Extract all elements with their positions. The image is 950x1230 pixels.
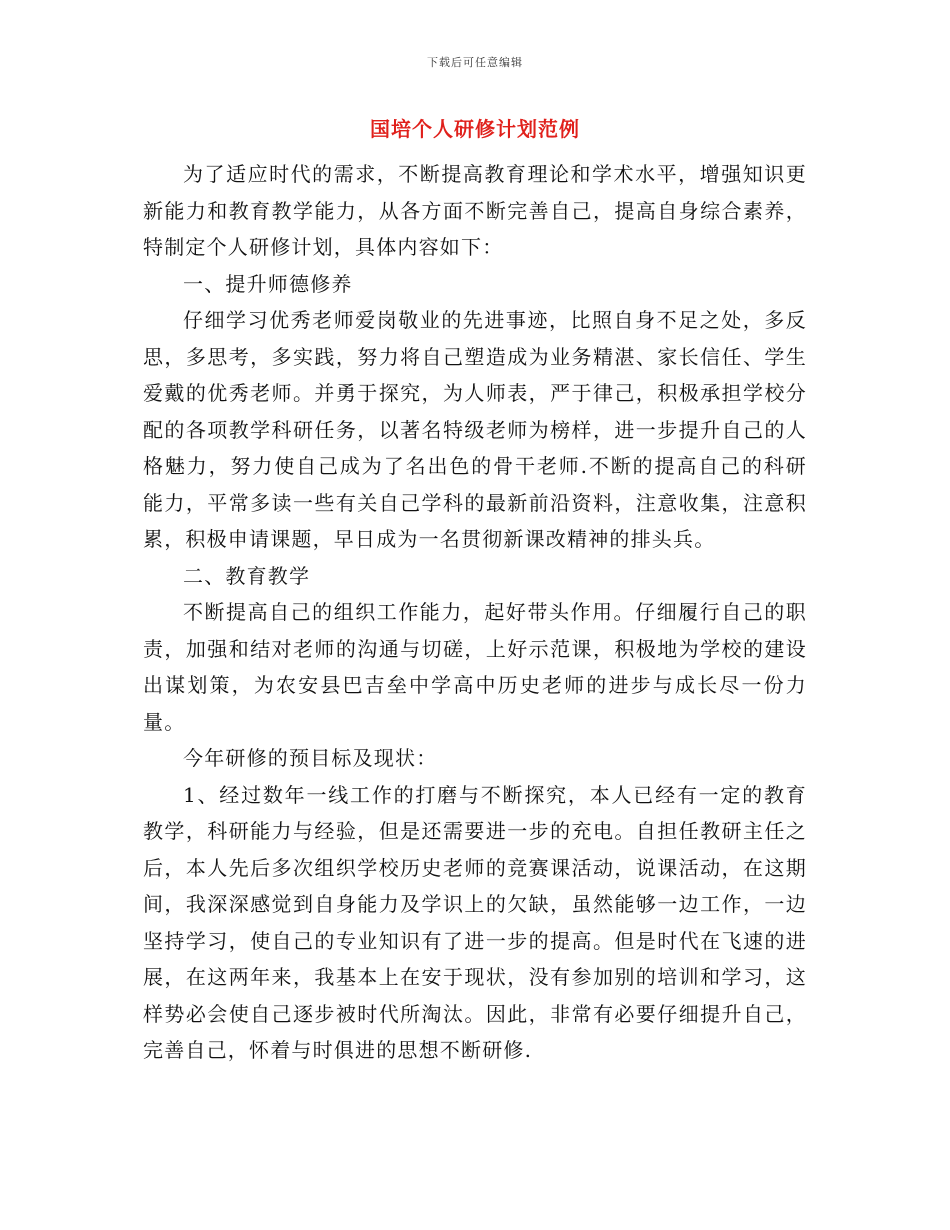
teaching-paragraph: 不断提高自己的组织工作能力，起好带头作用。仔细履行自己的职责，加强和结对老师的沟通与切磋，上好示范课，积极地为学校的建设出谋划策，为农安县巴吉垒中学高中历史老师的进步与成长尽一份力量。 — [143, 600, 807, 734]
goals-heading: 今年研修的预目标及现状： — [183, 746, 438, 770]
intro-paragraph: 为了适应时代的需求，不断提高教育理论和学术水平，增强知识更新能力和教育教学能力，从各方面不断完善自己，提高自身综合素养，特制定个人研修计划，具体内容如下： — [143, 162, 807, 259]
goals-paragraph-1: 1、经过数年一线工作的打磨与不断探究，本人已经有一定的教育教学，科研能力与经验，但是还需要进一步的充电。自担任教研主任之后，本人先后多次组织学校历史老师的竞赛课活动，说课活动，在这期间，我深深感觉到自身能力及学识上的欠缺，虽然能够一边工作，一边坚持学习，使自己的专业知识有了进一步的提高。但是时代在飞速的进展，在这两年来，我基本上在安于现状，没有参加别的培训和学习，这样势必会使自己逐步被时代所淘汰。因此，非常有必要仔细提升自己，完善自己，怀着与时俱进的思想不断研修. — [143, 782, 807, 1062]
page-header-note: 下载后可任意编辑 — [427, 56, 523, 69]
document-body — [143, 156, 807, 1069]
section-heading-teaching: 二、教育教学 — [183, 563, 311, 588]
document-title: 国培个人研修计划范例 — [370, 117, 580, 141]
ethics-paragraph: 仔细学习优秀老师爱岗敬业的先进事迹，比照自身不足之处，多反思，多思考，多实践，努力将自己塑造成为业务精湛、家长信任、学生爱戴的优秀老师。并勇于探究，为人师表，严于律己，积极承担学校分配的各项教学科研任务，以著名特级老师为榜样，进一步提升自己的人格魅力，努力使自己成为了名出色的骨干老师.不断的提高自己的科研能力，平常多读一些有关自己学科的最新前沿资料，注意收集，注意积累，积极申请课题，早日成为一名贯彻新课改精神的排头兵。 — [143, 308, 807, 551]
section-heading-ethics: 一、提升师德修养 — [183, 271, 353, 296]
